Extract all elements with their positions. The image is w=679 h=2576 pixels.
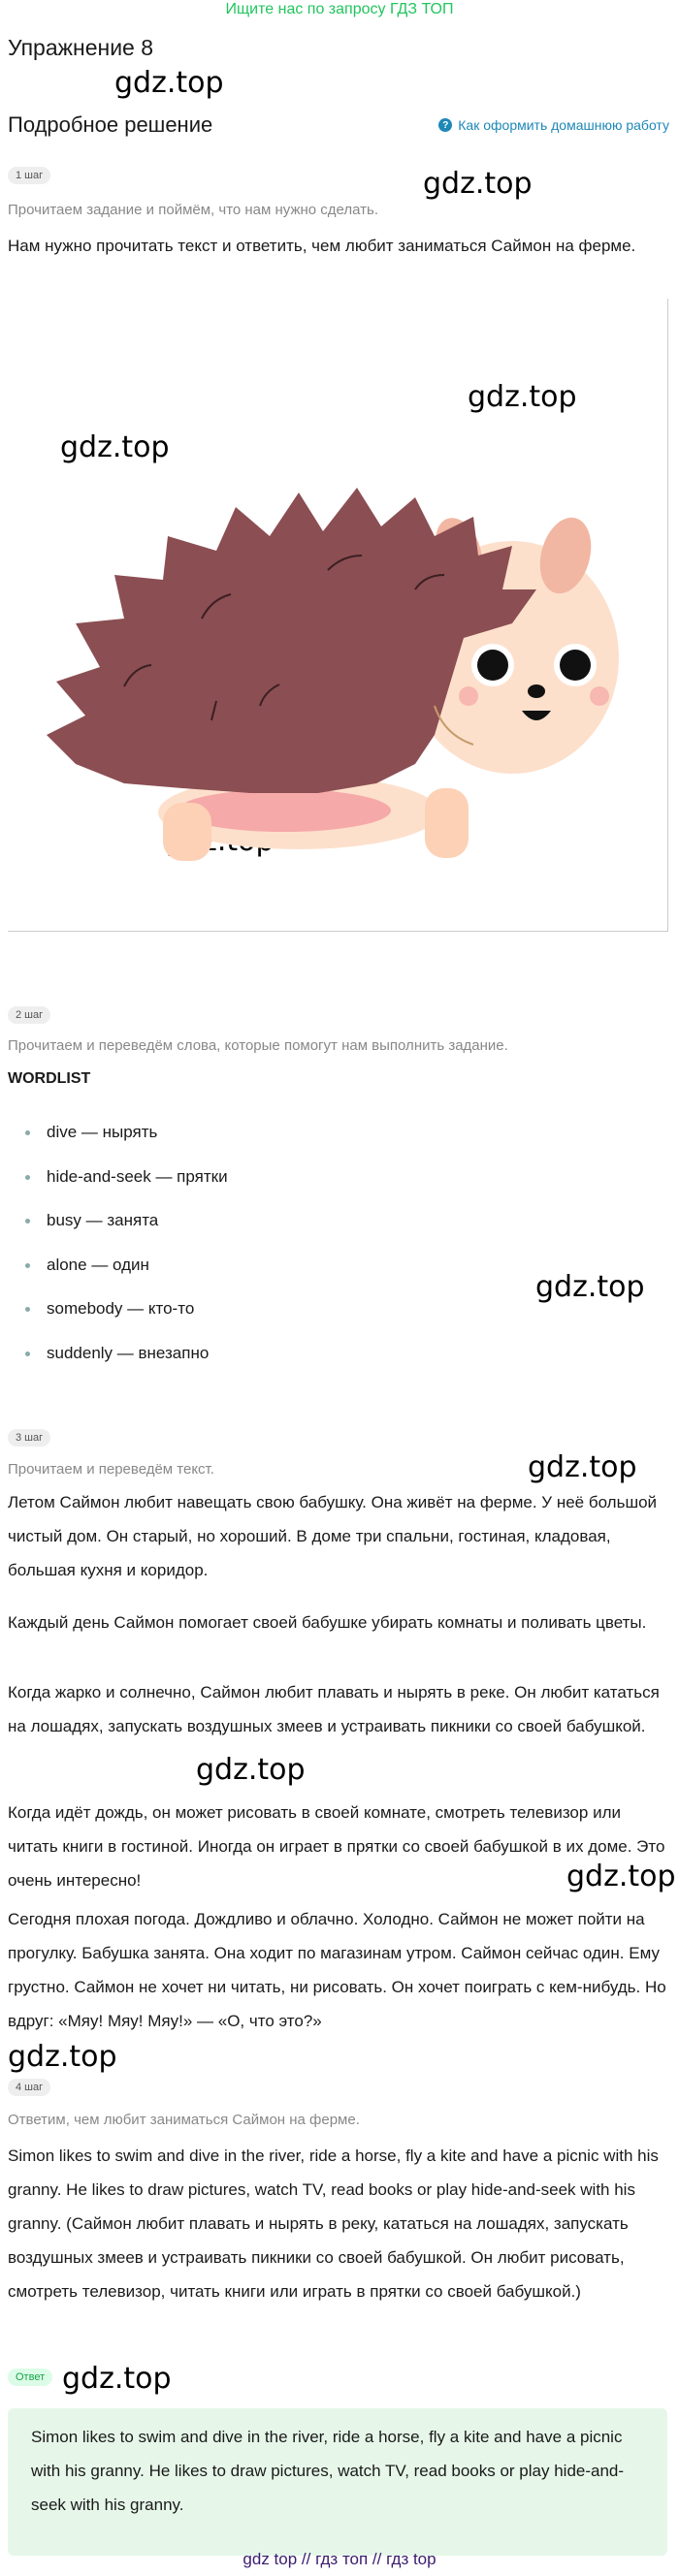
hedgehog-illustration xyxy=(8,299,668,932)
watermark: gdz.top xyxy=(528,1450,637,1484)
step-badge: 2 шаг xyxy=(8,1006,50,1024)
watermark: gdz.top xyxy=(468,380,577,414)
step-hint: Ответим, чем любит заниматься Саймон на ферме. xyxy=(8,2112,360,2128)
list-item: busy — занята xyxy=(47,1211,159,1229)
top-search-link[interactable]: Ищите нас по запросу ГДЗ ТОП xyxy=(225,1,454,17)
page-title: Упражнение 8 xyxy=(8,35,154,60)
watermark: gdz.top xyxy=(535,1270,645,1304)
list-item: alone — один xyxy=(47,1256,149,1274)
howto-link[interactable] xyxy=(438,117,669,133)
watermark: gdz.top xyxy=(196,1753,306,1787)
list-item: hide-and-seek — прятки xyxy=(47,1167,228,1186)
step-hint: Прочитаем и переведём слова, которые помогут нам выполнить задание. xyxy=(8,1037,508,1054)
watermark: gdz.top xyxy=(60,430,170,464)
step-badge: 3 шаг xyxy=(8,1429,50,1447)
step-badge: 4 шаг xyxy=(8,2079,50,2096)
paragraph: Когда жарко и солнечно, Саймон любит плавать и нырять в реке. Он любит кататься на лошадях, запускать воздушных змеев и устраивать пикники со своей бабушкой. xyxy=(8,1683,660,1735)
list-item: dive — нырять xyxy=(47,1123,158,1141)
paragraph: Сегодня плохая погода. Дождливо и облачно. Холодно. Саймон не может пойти на прогулку. Бабушка занята. Она ходит по магазинам утром. Саймон сейчас один. Ему грустно. Саймон не хочет ни читать, ни рисовать. Он хочет поиграть с кем-нибудь. Но вдруг: «Мяу! Мяу! Мяу!» — «О, что это?» xyxy=(8,1910,666,2030)
paragraph: Каждый день Саймон помогает своей бабушке убирать комнаты и поливать цветы. xyxy=(8,1613,647,1632)
list-item: suddenly — внезапно xyxy=(47,1344,210,1362)
howto-label: Как оформить домашнюю работу xyxy=(458,117,669,133)
watermark: gdz.top xyxy=(62,2362,172,2396)
answer-badge: Ответ xyxy=(8,2369,52,2386)
question-icon: ? xyxy=(438,118,452,132)
step-text: Нам нужно прочитать текст и ответить, чем любит заниматься Саймон на ферме. xyxy=(8,237,636,255)
step-hint: Прочитаем и переведём текст. xyxy=(8,1461,214,1478)
watermark: gdz.top xyxy=(114,66,224,100)
answer-text: Simon likes to swim and dive in the river, ride a horse, fly a kite and have a picnic with his granny. He likes to draw pictures, watch TV, read books or play hide-and-seek with his granny. xyxy=(31,2428,625,2514)
hedgehog-icon xyxy=(8,299,667,931)
watermark: gdz.top xyxy=(566,1860,676,1893)
wordlist-title: WORDLIST xyxy=(8,1070,91,1087)
footer-links[interactable]: gdz top // гдз топ // гдз top xyxy=(242,2550,436,2568)
answer-box xyxy=(8,2408,667,2556)
paragraph: Когда идёт дождь, он может рисовать в своей комнате, смотреть телевизор или читать книги в гостиной. Иногда он играет в прятки со своей бабушкой в их доме. Это очень интересно! xyxy=(8,1803,665,1890)
section-title: Подробное решение xyxy=(8,112,213,137)
step-text: Simon likes to swim and dive in the river, ride a horse, fly a kite and have a picnic with his granny. He likes to draw pictures, watch TV, read books or play hide-and-seek with his granny. (Саймон любит плавать и нырять в реку, кататься на лошадях, запускать воздушных змеев и устраивать пикники со своей бабушкой. Он любит рисовать, смотреть телевизор, читать книги или играть в прятки со своей бабушкой.) xyxy=(8,2147,659,2301)
watermark: gdz.top xyxy=(8,2040,117,2074)
paragraph: Летом Саймон любит навещать свою бабушку. Она живёт на ферме. У неё большой чистый дом. Он старый, но хороший. В доме три спальни, гостиная, кладовая, большая кухня и коридор. xyxy=(8,1493,658,1579)
step-badge: 1 шаг xyxy=(8,167,50,184)
watermark: gdz.top xyxy=(423,167,533,201)
step-hint: Прочитаем задание и поймём, что нам нужно сделать. xyxy=(8,202,379,218)
list-item: somebody — кто-то xyxy=(47,1299,195,1318)
